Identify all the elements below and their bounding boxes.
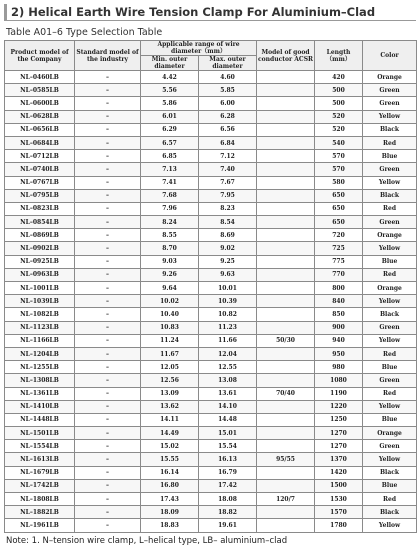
cell-standard-model: –: [75, 361, 141, 374]
cell-length: 1270: [315, 440, 363, 453]
cell-color: Red: [363, 493, 417, 506]
cell-max-diameter: 7.67: [199, 176, 257, 189]
cell-product-model: NL–1166LB: [5, 334, 75, 347]
cell-length: 1370: [315, 453, 363, 466]
cell-conductor-model: [257, 268, 315, 281]
cell-conductor-model: [257, 84, 315, 97]
cell-conductor-model: [257, 295, 315, 308]
cell-min-diameter: 7.96: [141, 202, 199, 215]
cell-color: Black: [363, 506, 417, 519]
header-conductor-model: Model of good conductor ACSR: [257, 41, 315, 71]
table-row: [5, 400, 417, 413]
cell-product-model: NL–1255LB: [5, 361, 75, 374]
cell-min-diameter: 12.05: [141, 361, 199, 374]
cell-product-model: NL–0902LB: [5, 242, 75, 255]
cell-length: 1080: [315, 374, 363, 387]
cell-product-model: NL–1001LB: [5, 282, 75, 295]
cell-min-diameter: 14.49: [141, 427, 199, 440]
cell-color: Green: [363, 163, 417, 176]
header-max-diameter: Max. outer diameter: [199, 56, 257, 71]
cell-product-model: NL–1679LB: [5, 466, 75, 479]
cell-standard-model: –: [75, 97, 141, 110]
cell-product-model: NL–1808LB: [5, 493, 75, 506]
cell-product-model: NL–0767LB: [5, 176, 75, 189]
cell-color: Green: [363, 321, 417, 334]
table-row: [5, 150, 417, 163]
table-row: [5, 282, 417, 295]
cell-color: Yellow: [363, 242, 417, 255]
cell-color: Red: [363, 202, 417, 215]
cell-color: Black: [363, 123, 417, 136]
cell-product-model: NL–0600LB: [5, 97, 75, 110]
table-body: [5, 71, 417, 533]
cell-conductor-model: [257, 202, 315, 215]
table-row: [5, 466, 417, 479]
cell-min-diameter: 9.64: [141, 282, 199, 295]
cell-min-diameter: 13.09: [141, 387, 199, 400]
cell-standard-model: –: [75, 453, 141, 466]
table-row: [5, 334, 417, 347]
cell-conductor-model: [257, 361, 315, 374]
cell-min-diameter: 8.55: [141, 229, 199, 242]
cell-conductor-model: [257, 440, 315, 453]
cell-conductor-model: [257, 229, 315, 242]
cell-standard-model: –: [75, 493, 141, 506]
cell-min-diameter: 7.41: [141, 176, 199, 189]
cell-min-diameter: 10.83: [141, 321, 199, 334]
cell-conductor-model: [257, 374, 315, 387]
cell-standard-model: –: [75, 466, 141, 479]
cell-color: Green: [363, 440, 417, 453]
cell-color: Orange: [363, 282, 417, 295]
table-row: [5, 136, 417, 149]
cell-color: Green: [363, 97, 417, 110]
table-row: [5, 506, 417, 519]
cell-max-diameter: 9.63: [199, 268, 257, 281]
cell-standard-model: –: [75, 479, 141, 492]
cell-length: 1190: [315, 387, 363, 400]
cell-color: Blue: [363, 479, 417, 492]
cell-standard-model: –: [75, 282, 141, 295]
cell-max-diameter: 6.84: [199, 136, 257, 149]
cell-max-diameter: 10.82: [199, 308, 257, 321]
table-row: [5, 453, 417, 466]
cell-min-diameter: 18.83: [141, 519, 199, 532]
type-selection-table: [4, 40, 417, 533]
cell-color: Orange: [363, 71, 417, 84]
header-applicable-range: Applicable range of wire diameter（mm）: [141, 41, 257, 56]
cell-product-model: NL–1554LB: [5, 440, 75, 453]
cell-length: 520: [315, 110, 363, 123]
cell-standard-model: –: [75, 242, 141, 255]
cell-color: Blue: [363, 361, 417, 374]
table-row: [5, 189, 417, 202]
cell-min-diameter: 8.24: [141, 216, 199, 229]
cell-length: 1220: [315, 400, 363, 413]
cell-standard-model: –: [75, 202, 141, 215]
cell-conductor-model: [257, 97, 315, 110]
cell-max-diameter: 11.23: [199, 321, 257, 334]
cell-max-diameter: 15.01: [199, 427, 257, 440]
cell-min-diameter: 4.42: [141, 71, 199, 84]
cell-color: Yellow: [363, 400, 417, 413]
cell-max-diameter: 11.66: [199, 334, 257, 347]
cell-min-diameter: 9.26: [141, 268, 199, 281]
table-row: [5, 440, 417, 453]
table-row: [5, 493, 417, 506]
cell-length: 650: [315, 216, 363, 229]
cell-standard-model: –: [75, 255, 141, 268]
cell-max-diameter: 18.82: [199, 506, 257, 519]
cell-product-model: NL–0795LB: [5, 189, 75, 202]
table-row: [5, 97, 417, 110]
cell-product-model: NL–1361LB: [5, 387, 75, 400]
table-row: [5, 387, 417, 400]
cell-length: 725: [315, 242, 363, 255]
cell-max-diameter: 6.28: [199, 110, 257, 123]
cell-length: 800: [315, 282, 363, 295]
cell-color: Red: [363, 268, 417, 281]
cell-length: 420: [315, 71, 363, 84]
cell-min-diameter: 13.62: [141, 400, 199, 413]
table-row: [5, 163, 417, 176]
cell-conductor-model: [257, 308, 315, 321]
cell-min-diameter: 16.80: [141, 479, 199, 492]
cell-color: Blue: [363, 255, 417, 268]
cell-color: Black: [363, 189, 417, 202]
cell-product-model: NL–0854LB: [5, 216, 75, 229]
cell-product-model: NL–1204LB: [5, 347, 75, 360]
cell-standard-model: –: [75, 189, 141, 202]
table-row: [5, 347, 417, 360]
table-row: [5, 255, 417, 268]
cell-conductor-model: [257, 519, 315, 532]
cell-max-diameter: 7.12: [199, 150, 257, 163]
cell-min-diameter: 6.29: [141, 123, 199, 136]
table-row: [5, 176, 417, 189]
cell-length: 1270: [315, 427, 363, 440]
cell-product-model: NL–1961LB: [5, 519, 75, 532]
cell-color: Red: [363, 387, 417, 400]
cell-min-diameter: 10.40: [141, 308, 199, 321]
header-standard-model: Standard model of the industry: [75, 41, 141, 71]
cell-standard-model: –: [75, 268, 141, 281]
cell-product-model: NL–1308LB: [5, 374, 75, 387]
cell-length: 520: [315, 123, 363, 136]
cell-color: Yellow: [363, 453, 417, 466]
cell-length: 1500: [315, 479, 363, 492]
cell-standard-model: –: [75, 347, 141, 360]
cell-conductor-model: [257, 255, 315, 268]
cell-standard-model: –: [75, 427, 141, 440]
cell-length: 720: [315, 229, 363, 242]
cell-color: Yellow: [363, 519, 417, 532]
cell-product-model: NL–0712LB: [5, 150, 75, 163]
cell-max-diameter: 10.39: [199, 295, 257, 308]
table-row: [5, 374, 417, 387]
cell-color: Yellow: [363, 334, 417, 347]
cell-product-model: NL–1082LB: [5, 308, 75, 321]
cell-max-diameter: 14.48: [199, 413, 257, 426]
cell-conductor-model: [257, 216, 315, 229]
cell-min-diameter: 12.56: [141, 374, 199, 387]
cell-min-diameter: 7.68: [141, 189, 199, 202]
cell-standard-model: –: [75, 440, 141, 453]
cell-conductor-model: 50/30: [257, 334, 315, 347]
cell-length: 570: [315, 150, 363, 163]
cell-product-model: NL–1448LB: [5, 413, 75, 426]
cell-standard-model: –: [75, 321, 141, 334]
cell-min-diameter: 8.70: [141, 242, 199, 255]
cell-max-diameter: 6.56: [199, 123, 257, 136]
cell-length: 775: [315, 255, 363, 268]
cell-product-model: NL–0925LB: [5, 255, 75, 268]
cell-min-diameter: 14.11: [141, 413, 199, 426]
cell-color: Yellow: [363, 295, 417, 308]
cell-max-diameter: 12.55: [199, 361, 257, 374]
table-row: [5, 202, 417, 215]
cell-product-model: NL–1123LB: [5, 321, 75, 334]
table-title: Table A01–6 Type Selection Table: [6, 27, 163, 38]
cell-length: 580: [315, 176, 363, 189]
cell-length: 540: [315, 136, 363, 149]
cell-max-diameter: 18.08: [199, 493, 257, 506]
cell-standard-model: –: [75, 308, 141, 321]
cell-color: Yellow: [363, 110, 417, 123]
cell-conductor-model: [257, 242, 315, 255]
cell-min-diameter: 11.24: [141, 334, 199, 347]
cell-max-diameter: 16.79: [199, 466, 257, 479]
cell-min-diameter: 11.67: [141, 347, 199, 360]
cell-min-diameter: 16.14: [141, 466, 199, 479]
cell-length: 1420: [315, 466, 363, 479]
cell-conductor-model: [257, 176, 315, 189]
cell-conductor-model: [257, 110, 315, 123]
table-row: [5, 229, 417, 242]
cell-color: Red: [363, 347, 417, 360]
cell-length: 500: [315, 97, 363, 110]
table-row: [5, 71, 417, 84]
cell-length: 850: [315, 308, 363, 321]
cell-length: 500: [315, 84, 363, 97]
cell-color: Orange: [363, 427, 417, 440]
cell-product-model: NL–0740LB: [5, 163, 75, 176]
cell-max-diameter: 12.04: [199, 347, 257, 360]
cell-standard-model: –: [75, 216, 141, 229]
cell-product-model: NL–0585LB: [5, 84, 75, 97]
table-row: [5, 110, 417, 123]
cell-min-diameter: 6.85: [141, 150, 199, 163]
cell-standard-model: –: [75, 136, 141, 149]
cell-length: 650: [315, 189, 363, 202]
cell-color: Green: [363, 216, 417, 229]
table-row: [5, 295, 417, 308]
cell-conductor-model: [257, 136, 315, 149]
table-row: [5, 242, 417, 255]
cell-product-model: NL–1039LB: [5, 295, 75, 308]
cell-color: Black: [363, 308, 417, 321]
cell-conductor-model: [257, 123, 315, 136]
cell-product-model: NL–1742LB: [5, 479, 75, 492]
cell-max-diameter: 15.54: [199, 440, 257, 453]
cell-max-diameter: 14.10: [199, 400, 257, 413]
cell-min-diameter: 15.02: [141, 440, 199, 453]
cell-max-diameter: 4.60: [199, 71, 257, 84]
header-min-diameter: Min. outer diameter: [141, 56, 199, 71]
header-product-model: Product model of the Company: [5, 41, 75, 71]
cell-conductor-model: [257, 427, 315, 440]
cell-length: 940: [315, 334, 363, 347]
cell-standard-model: –: [75, 334, 141, 347]
cell-standard-model: –: [75, 71, 141, 84]
table-row: [5, 268, 417, 281]
cell-color: Green: [363, 374, 417, 387]
cell-standard-model: –: [75, 387, 141, 400]
table-row: [5, 84, 417, 97]
cell-conductor-model: [257, 506, 315, 519]
cell-conductor-model: [257, 321, 315, 334]
section-title: 2) Helical Earth Wire Tension Clamp For Aluminium–Clad: [11, 5, 376, 19]
cell-max-diameter: 8.54: [199, 216, 257, 229]
cell-standard-model: –: [75, 295, 141, 308]
cell-product-model: NL–0823LB: [5, 202, 75, 215]
header-length: Length（mm）: [315, 41, 363, 71]
cell-conductor-model: 120/7: [257, 493, 315, 506]
cell-product-model: NL–0684LB: [5, 136, 75, 149]
cell-length: 1780: [315, 519, 363, 532]
cell-product-model: NL–0963LB: [5, 268, 75, 281]
cell-standard-model: –: [75, 84, 141, 97]
cell-max-diameter: 5.85: [199, 84, 257, 97]
cell-conductor-model: [257, 189, 315, 202]
cell-product-model: NL–0869LB: [5, 229, 75, 242]
table-row: [5, 308, 417, 321]
cell-conductor-model: [257, 400, 315, 413]
cell-max-diameter: 9.25: [199, 255, 257, 268]
cell-length: 900: [315, 321, 363, 334]
cell-standard-model: –: [75, 176, 141, 189]
cell-standard-model: –: [75, 123, 141, 136]
cell-conductor-model: [257, 466, 315, 479]
cell-min-diameter: 5.86: [141, 97, 199, 110]
cell-color: Orange: [363, 229, 417, 242]
cell-length: 1530: [315, 493, 363, 506]
cell-max-diameter: 16.13: [199, 453, 257, 466]
table-row: [5, 479, 417, 492]
cell-min-diameter: 17.43: [141, 493, 199, 506]
cell-min-diameter: 5.56: [141, 84, 199, 97]
cell-max-diameter: 9.02: [199, 242, 257, 255]
cell-min-diameter: 6.57: [141, 136, 199, 149]
cell-min-diameter: 18.09: [141, 506, 199, 519]
cell-color: Blue: [363, 150, 417, 163]
cell-standard-model: –: [75, 374, 141, 387]
cell-color: Blue: [363, 413, 417, 426]
cell-product-model: NL–1613LB: [5, 453, 75, 466]
cell-length: 770: [315, 268, 363, 281]
cell-standard-model: –: [75, 110, 141, 123]
cell-color: Yellow: [363, 176, 417, 189]
header-color: Color: [363, 41, 417, 71]
table-row: [5, 519, 417, 532]
cell-max-diameter: 8.69: [199, 229, 257, 242]
cell-length: 650: [315, 202, 363, 215]
cell-max-diameter: 13.08: [199, 374, 257, 387]
cell-max-diameter: 13.61: [199, 387, 257, 400]
cell-max-diameter: 7.40: [199, 163, 257, 176]
table-row: [5, 427, 417, 440]
cell-conductor-model: [257, 479, 315, 492]
cell-standard-model: –: [75, 519, 141, 532]
cell-color: Green: [363, 84, 417, 97]
cell-min-diameter: 6.01: [141, 110, 199, 123]
cell-conductor-model: [257, 163, 315, 176]
cell-product-model: NL–1501LB: [5, 427, 75, 440]
cell-standard-model: –: [75, 229, 141, 242]
table-row: [5, 321, 417, 334]
cell-max-diameter: 8.23: [199, 202, 257, 215]
cell-length: 950: [315, 347, 363, 360]
cell-min-diameter: 15.55: [141, 453, 199, 466]
cell-length: 1250: [315, 413, 363, 426]
cell-product-model: NL–1410LB: [5, 400, 75, 413]
cell-standard-model: –: [75, 506, 141, 519]
cell-max-diameter: 19.61: [199, 519, 257, 532]
cell-conductor-model: 70/40: [257, 387, 315, 400]
cell-conductor-model: 95/55: [257, 453, 315, 466]
cell-max-diameter: 17.42: [199, 479, 257, 492]
cell-color: Red: [363, 136, 417, 149]
cell-min-diameter: 9.03: [141, 255, 199, 268]
cell-conductor-model: [257, 150, 315, 163]
cell-product-model: NL–1882LB: [5, 506, 75, 519]
cell-max-diameter: 6.00: [199, 97, 257, 110]
cell-product-model: NL–0628LB: [5, 110, 75, 123]
cell-max-diameter: 7.95: [199, 189, 257, 202]
cell-length: 570: [315, 163, 363, 176]
table-row: [5, 123, 417, 136]
cell-conductor-model: [257, 413, 315, 426]
cell-conductor-model: [257, 71, 315, 84]
title-accent-bar: [4, 4, 7, 20]
cell-product-model: NL–0460LB: [5, 71, 75, 84]
cell-color: Black: [363, 466, 417, 479]
cell-min-diameter: 10.02: [141, 295, 199, 308]
cell-standard-model: –: [75, 150, 141, 163]
cell-standard-model: –: [75, 400, 141, 413]
cell-product-model: NL–0656LB: [5, 123, 75, 136]
section-title-bar: [4, 4, 416, 21]
table-row: [5, 361, 417, 374]
cell-conductor-model: [257, 347, 315, 360]
footnote: Note: 1. N–tension wire clamp, L–helical type, LB– aluminium–clad: [6, 536, 288, 546]
cell-max-diameter: 10.01: [199, 282, 257, 295]
table-row: [5, 413, 417, 426]
cell-standard-model: –: [75, 163, 141, 176]
table-row: [5, 216, 417, 229]
cell-length: 840: [315, 295, 363, 308]
cell-conductor-model: [257, 282, 315, 295]
cell-length: 1570: [315, 506, 363, 519]
cell-length: 980: [315, 361, 363, 374]
cell-standard-model: –: [75, 413, 141, 426]
cell-min-diameter: 7.13: [141, 163, 199, 176]
